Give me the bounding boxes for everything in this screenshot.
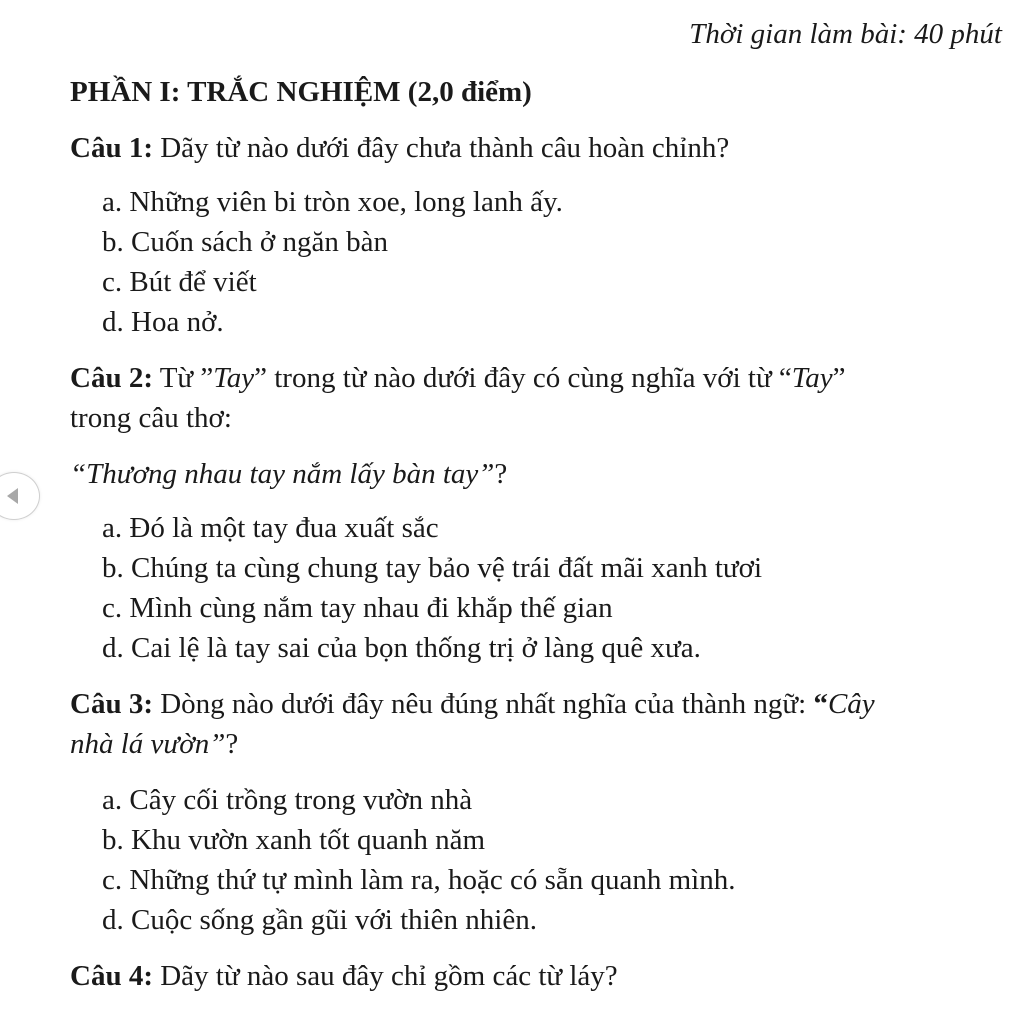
question-1-option-c: c. Bút để viết [102,266,257,298]
question-2-option-b: b. Chúng ta cùng chung tay bảo vệ trái đất mãi xanh tươi [102,552,763,584]
question-2 [70,360,846,396]
question-3 [70,686,875,722]
question-2-quote-end: ? [494,458,508,490]
question-4-text: Dãy từ nào sau đây chỉ gồm các từ láy? [152,960,618,992]
question-3-idiom-part2: nhà lá vườn” [70,728,226,760]
question-3-text: Dòng nào dưới đây nêu đúng nhất nghĩa của thành ngữ: [152,688,814,720]
question-2-text-part2: ” trong từ nào dưới đây có cùng nghĩa với từ “ [254,362,792,394]
question-3-option-d: d. Cuộc sống gần gũi với thiên nhiên. [102,904,537,936]
question-3-option-a: a. Cây cối trồng trong vườn nhà [102,784,473,816]
question-3-idiom-open: “ [813,688,828,720]
question-2-text-part1: Từ ” [152,362,214,394]
previous-page-arrow-icon[interactable] [0,472,40,520]
question-1-option-b: b. Cuốn sách ở ngăn bàn [102,226,388,258]
question-3-idiom-end: ? [225,728,239,760]
section-title: PHẦN I: TRẮC NGHIỆM (2,0 điểm) [70,76,532,108]
question-2-word1: Tay [213,362,255,394]
question-2-option-c: c. Mình cùng nắm tay nhau đi khắp thế gian [102,592,613,624]
time-label: Thời gian làm bài: 40 phút [689,18,1002,50]
question-1-label: Câu 1: [70,132,153,164]
question-2-text-part3: ” [832,362,846,394]
question-3-label: Câu 3: [70,688,153,720]
question-2-quote-text: “Thương nhau tay nắm lấy bàn tay” [70,458,495,490]
question-2-word2: Tay [791,362,833,394]
question-1-option-d: d. Hoa nở. [102,306,224,338]
question-2-quote [70,456,507,492]
question-3-line2 [70,726,238,762]
question-2-text-line2: trong câu thơ: [70,402,232,434]
question-4-label: Câu 4: [70,960,153,992]
question-2-option-d: d. Cai lệ là tay sai của bọn thống trị ở làng quê xưa. [102,632,701,664]
question-2-label: Câu 2: [70,362,153,394]
question-3-option-c: c. Những thứ tự mình làm ra, hoặc có sẵn quanh mình. [102,864,736,896]
question-3-option-b: b. Khu vườn xanh tốt quanh năm [102,824,486,856]
question-2-option-a: a. Đó là một tay đua xuất sắc [102,512,439,544]
question-1-text: Dãy từ nào dưới đây chưa thành câu hoàn chỉnh? [152,132,730,164]
question-3-idiom-part1: Cây [827,688,875,720]
question-1 [70,130,729,166]
question-1-option-a: a. Những viên bi tròn xoe, long lanh ấy. [102,186,563,218]
question-4 [70,958,618,994]
